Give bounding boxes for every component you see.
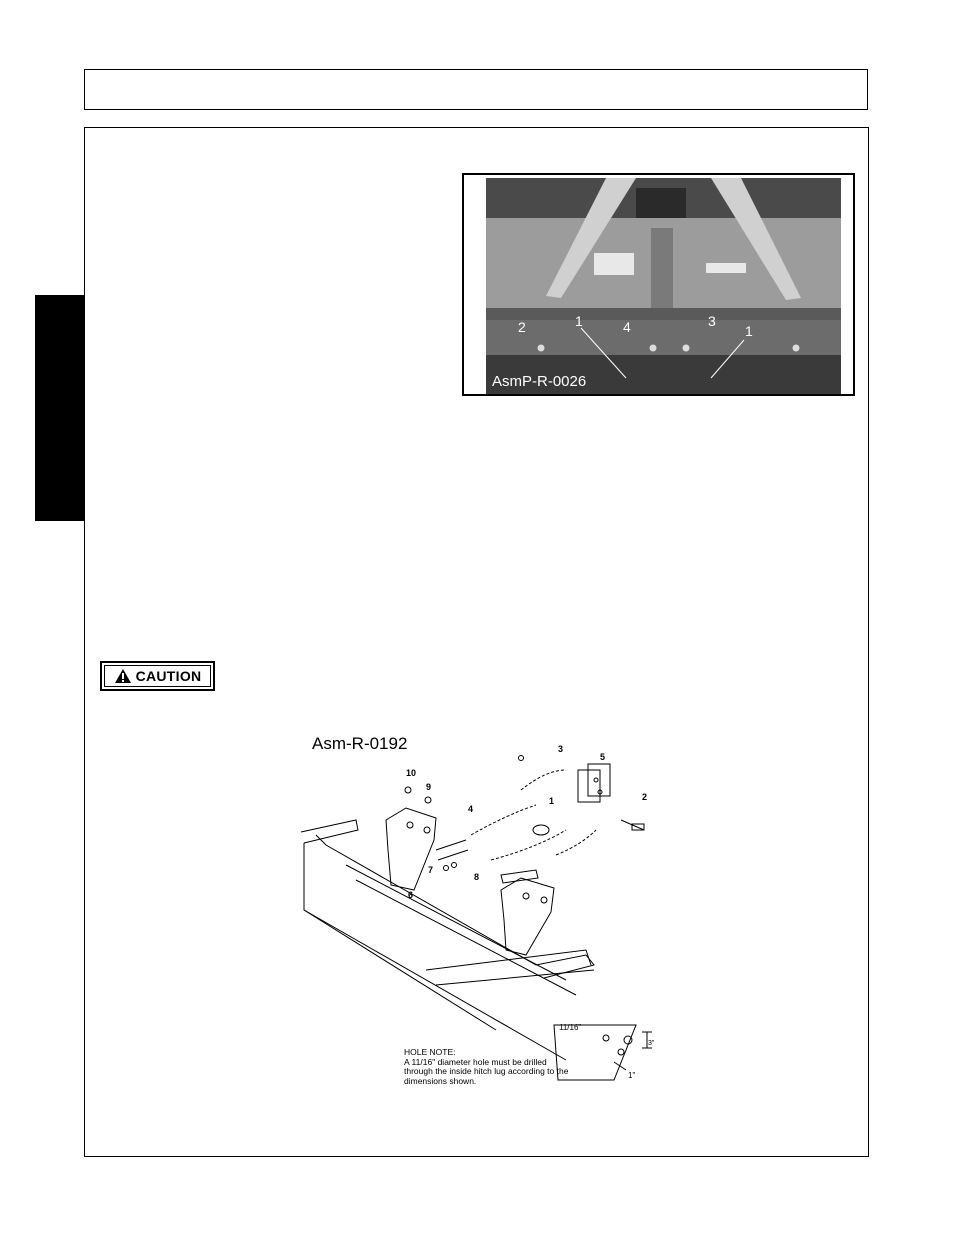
photo-callout: 3 bbox=[708, 313, 716, 329]
section-tab bbox=[35, 295, 85, 521]
diagram-callout: 4 bbox=[468, 804, 474, 814]
diagram-callout: 5 bbox=[600, 752, 606, 762]
diagram-label: Asm-R-0192 bbox=[312, 734, 408, 753]
dim-vertical-label: 3" bbox=[648, 1040, 655, 1047]
page-header-box bbox=[84, 69, 868, 110]
photo-callout: 4 bbox=[623, 319, 631, 335]
assembly-photo bbox=[486, 178, 841, 394]
dim-hole-label: 11/16" bbox=[559, 1023, 582, 1032]
diagram-callout: 1 bbox=[549, 796, 555, 806]
diagram-callout: 9 bbox=[426, 782, 432, 792]
diagram-callout: 3 bbox=[558, 744, 564, 754]
photo-callout: 2 bbox=[518, 319, 526, 335]
hole-note bbox=[404, 1048, 574, 1086]
dim-horizontal-label: 1" bbox=[628, 1071, 636, 1080]
caution-label bbox=[100, 661, 215, 691]
assembly-photo-frame bbox=[462, 173, 855, 396]
hole-note-title: HOLE NOTE: bbox=[404, 1047, 456, 1057]
caution-text: CAUTION bbox=[135, 668, 202, 684]
diagram-callout: 8 bbox=[474, 872, 480, 882]
diagram-callout: 10 bbox=[406, 768, 417, 778]
hitch-assembly-diagram bbox=[296, 740, 676, 1100]
diagram-callout: 6 bbox=[408, 890, 414, 900]
diagram-callout: 7 bbox=[428, 865, 434, 875]
photo-callout: 1 bbox=[745, 323, 753, 339]
diagram-callout: 2 bbox=[642, 792, 648, 802]
photo-callout: 1 bbox=[575, 313, 583, 329]
warning-triangle-icon bbox=[114, 668, 132, 684]
photo-label: AsmP-R-0026 bbox=[492, 373, 587, 390]
hole-note-text: A 11/16" diameter hole must be drilled through the inside hitch lug according to the dimensions shown. bbox=[404, 1056, 569, 1086]
